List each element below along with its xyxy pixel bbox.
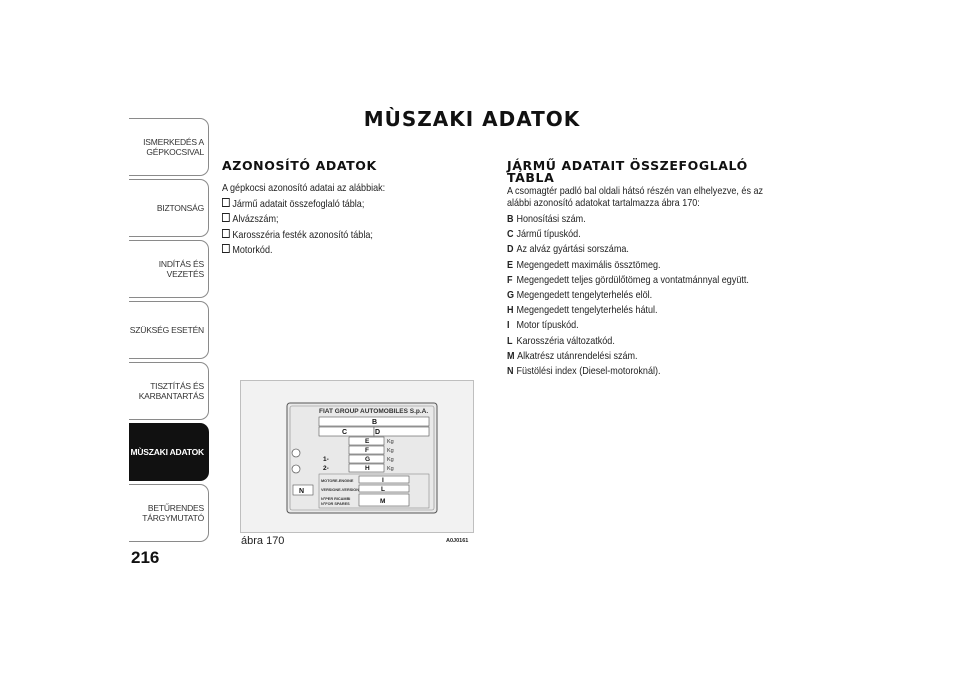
list-item: D Az alváz gyártási sorszáma. bbox=[507, 243, 629, 256]
field-f: F bbox=[365, 447, 369, 454]
field-g: G bbox=[365, 456, 371, 463]
tab-tisztitas[interactable]: TISZTÍTÁS ÉS KARBANTARTÁS bbox=[129, 362, 209, 420]
list-item: Jármű adatait összefoglaló tábla; bbox=[222, 197, 385, 213]
kg-label: Kg bbox=[387, 448, 394, 454]
left-section-body bbox=[222, 181, 385, 259]
checkbox-bullet-icon bbox=[222, 229, 230, 238]
tab-targymutato[interactable]: BETŰRENDES TÁRGYMUTATÓ bbox=[129, 484, 209, 542]
list-item: Motorkód. bbox=[222, 243, 385, 259]
tab-muszaki-adatok[interactable]: MÙSZAKI ADATOK bbox=[129, 423, 209, 481]
rivet-icon bbox=[292, 465, 300, 473]
row-label-version: VERSIONE-VERSION bbox=[321, 488, 359, 492]
field-i: I bbox=[382, 477, 384, 484]
right-section-body bbox=[507, 186, 763, 379]
list-item: B Honosítási szám. bbox=[507, 213, 586, 225]
field-l: L bbox=[381, 486, 385, 493]
checkbox-bullet-icon bbox=[222, 213, 230, 222]
list-item: G Megengedett tengelyterhelés elöl. bbox=[507, 289, 653, 302]
rivet-icon bbox=[292, 449, 300, 457]
row-label-spares-en: N°FOR SPARES bbox=[321, 502, 350, 506]
page-title: MÙSZAKI ADATOK bbox=[363, 107, 581, 131]
section-title-azonosito: AZONOSÍTÓ ADATOK bbox=[222, 158, 377, 173]
tab-inditas[interactable]: INDÍTÁS ÉS VEZETÉS bbox=[129, 240, 209, 298]
checkbox-bullet-icon bbox=[222, 198, 230, 207]
list-item: C Jármű típuskód. bbox=[507, 228, 581, 241]
row-label-spares-it: N°PER RICAMBI bbox=[321, 497, 351, 501]
axle-1-label: 1- bbox=[323, 456, 329, 463]
section-title-jarmu: JÁRMŰ ADATAIT ÖSSZEFOGLALÓ TÁBLA bbox=[507, 158, 748, 185]
figure-code: A0J0161 bbox=[446, 538, 469, 544]
intro-text: A gépkocsi azonosító adatai az alábbiak: bbox=[222, 182, 386, 194]
kg-label: Kg bbox=[387, 457, 394, 463]
axle-2-label: 2- bbox=[323, 465, 329, 472]
list-item: H Megengedett tengelyterhelés hátul. bbox=[507, 304, 658, 317]
row-label-engine: MOTORE-ENGINE bbox=[321, 479, 354, 483]
list-item: I Motor típuskód. bbox=[507, 319, 579, 332]
field-h: H bbox=[365, 465, 370, 472]
field-b: B bbox=[372, 419, 378, 426]
field-d: D bbox=[375, 429, 381, 436]
list-item: M Alkatrész utánrendelési szám. bbox=[507, 349, 638, 362]
page-number: 216 bbox=[131, 548, 160, 567]
field-m: M bbox=[380, 498, 386, 505]
list-item: F Megengedett teljes gördülőtömeg a vontatmánnyal együtt. bbox=[507, 273, 749, 286]
plate-header: FIAT GROUP AUTOMOBILES S.p.A. bbox=[319, 408, 429, 415]
tab-ismerkedes[interactable]: ISMERKEDÉS A GÉPKOCSIVAL bbox=[129, 118, 209, 176]
figure-data-plate bbox=[240, 380, 474, 533]
field-e: E bbox=[365, 438, 370, 445]
tab-biztonsag[interactable]: BIZTONSÁG bbox=[129, 179, 209, 237]
list-item: N Füstölési index (Diesel-motoroknál). bbox=[507, 365, 661, 378]
figure-caption: ábra 170 bbox=[241, 535, 285, 547]
field-n: N bbox=[299, 488, 305, 495]
list-item: E Megengedett maximális össztömeg. bbox=[507, 258, 661, 271]
tab-szukseg[interactable]: SZÜKSÉG ESETÉN bbox=[129, 301, 209, 359]
intro-text-line: alábbi azonosító adatokat tartalmazza ábra 170: bbox=[507, 197, 700, 209]
list-item: Karosszéria festék azonosító tábla; bbox=[222, 228, 385, 244]
kg-label: Kg bbox=[387, 466, 394, 472]
data-plate-illustration bbox=[241, 381, 473, 532]
list-item: Alvázszám; bbox=[222, 212, 385, 228]
kg-label: Kg bbox=[387, 439, 394, 445]
intro-text-line: A csomagtér padló bal oldali hátsó részén van elhelyezve, és az bbox=[507, 185, 764, 197]
list-item: L Karosszéria változatkód. bbox=[507, 334, 615, 347]
checkbox-bullet-icon bbox=[222, 244, 230, 253]
field-c: C bbox=[342, 429, 348, 436]
